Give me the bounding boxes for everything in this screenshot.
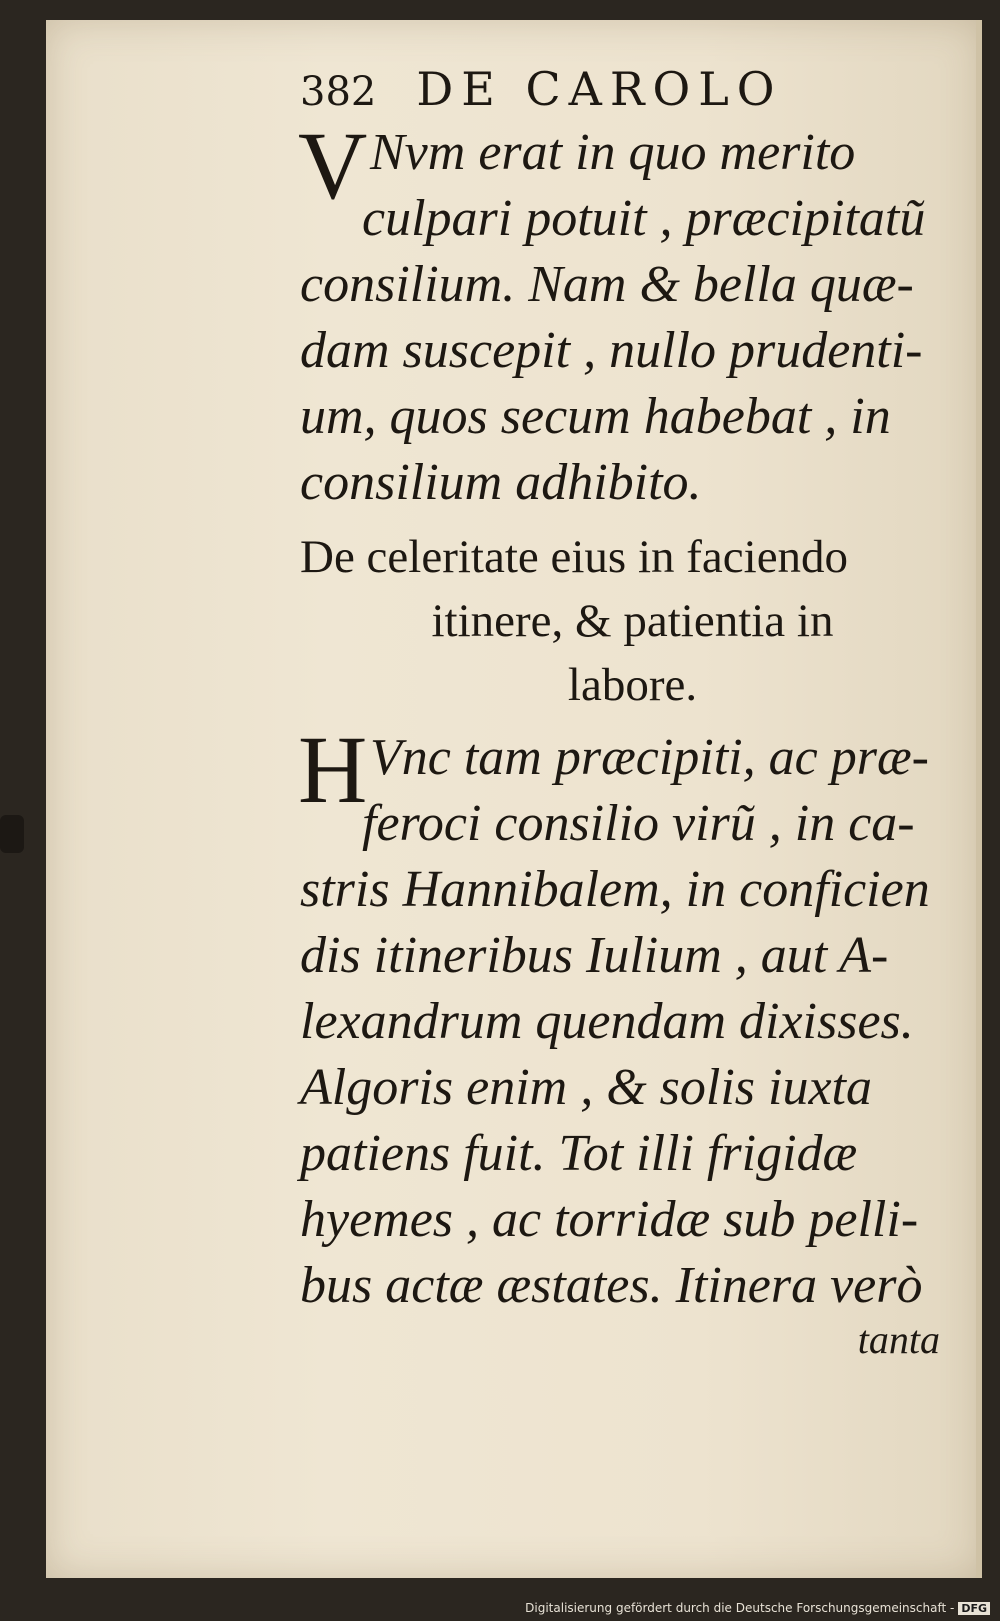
text-line: lexandrum quendam dixisses. [300,993,914,1050]
text-line: hyemes , ac torridæ sub pelli- [300,1191,919,1248]
text-line: Algoris enim , & solis iuxta [300,1059,872,1116]
heading-line: labore. [567,659,698,711]
text-line: culpari potuit , præcipitatũ [362,190,926,247]
section-heading [300,525,965,717]
text-line: consilium adhibito. [300,454,702,511]
page-number: 382 [300,69,377,115]
text-line: um, quos secum habebat , in [300,388,891,445]
paragraph [300,725,965,1319]
text-line: bus actæ æstates. Itinera verò [300,1257,923,1314]
binding-shadow [0,815,24,853]
text-line: Vnc tam præcipiti, ac præ- [370,729,929,786]
text-line: patiens fuit. Tot illi frigidæ [300,1125,858,1182]
drop-cap: V [298,112,368,219]
heading-line: De celeritate eius in faciendo [300,531,849,583]
page-edge [976,20,982,1578]
text-line: dis itineribus Iulium , aut A- [300,927,889,984]
digitization-footer [525,1601,990,1615]
text-line: feroci consilio virũ , in ca- [362,795,915,852]
text-line: dam suscepit , nullo prudenti- [300,322,923,379]
drop-cap: H [298,716,368,823]
footer-text: Digitalisierung gefördert durch die Deutsche Forschungsgemeinschaft - [525,1601,955,1615]
running-title: DE CAROLO [416,62,783,116]
text-line: consilium. Nam & bella quæ- [300,256,914,313]
catchword: tanta [857,1317,940,1362]
text-line: Nvm erat in quo merito [370,124,856,181]
paragraph [298,112,965,516]
running-header [300,62,965,116]
text-line: stris Hannibalem, in conficien [300,861,930,918]
heading-line: itinere, & patientia in [431,595,834,647]
dfg-logo: DFG [958,1602,990,1615]
